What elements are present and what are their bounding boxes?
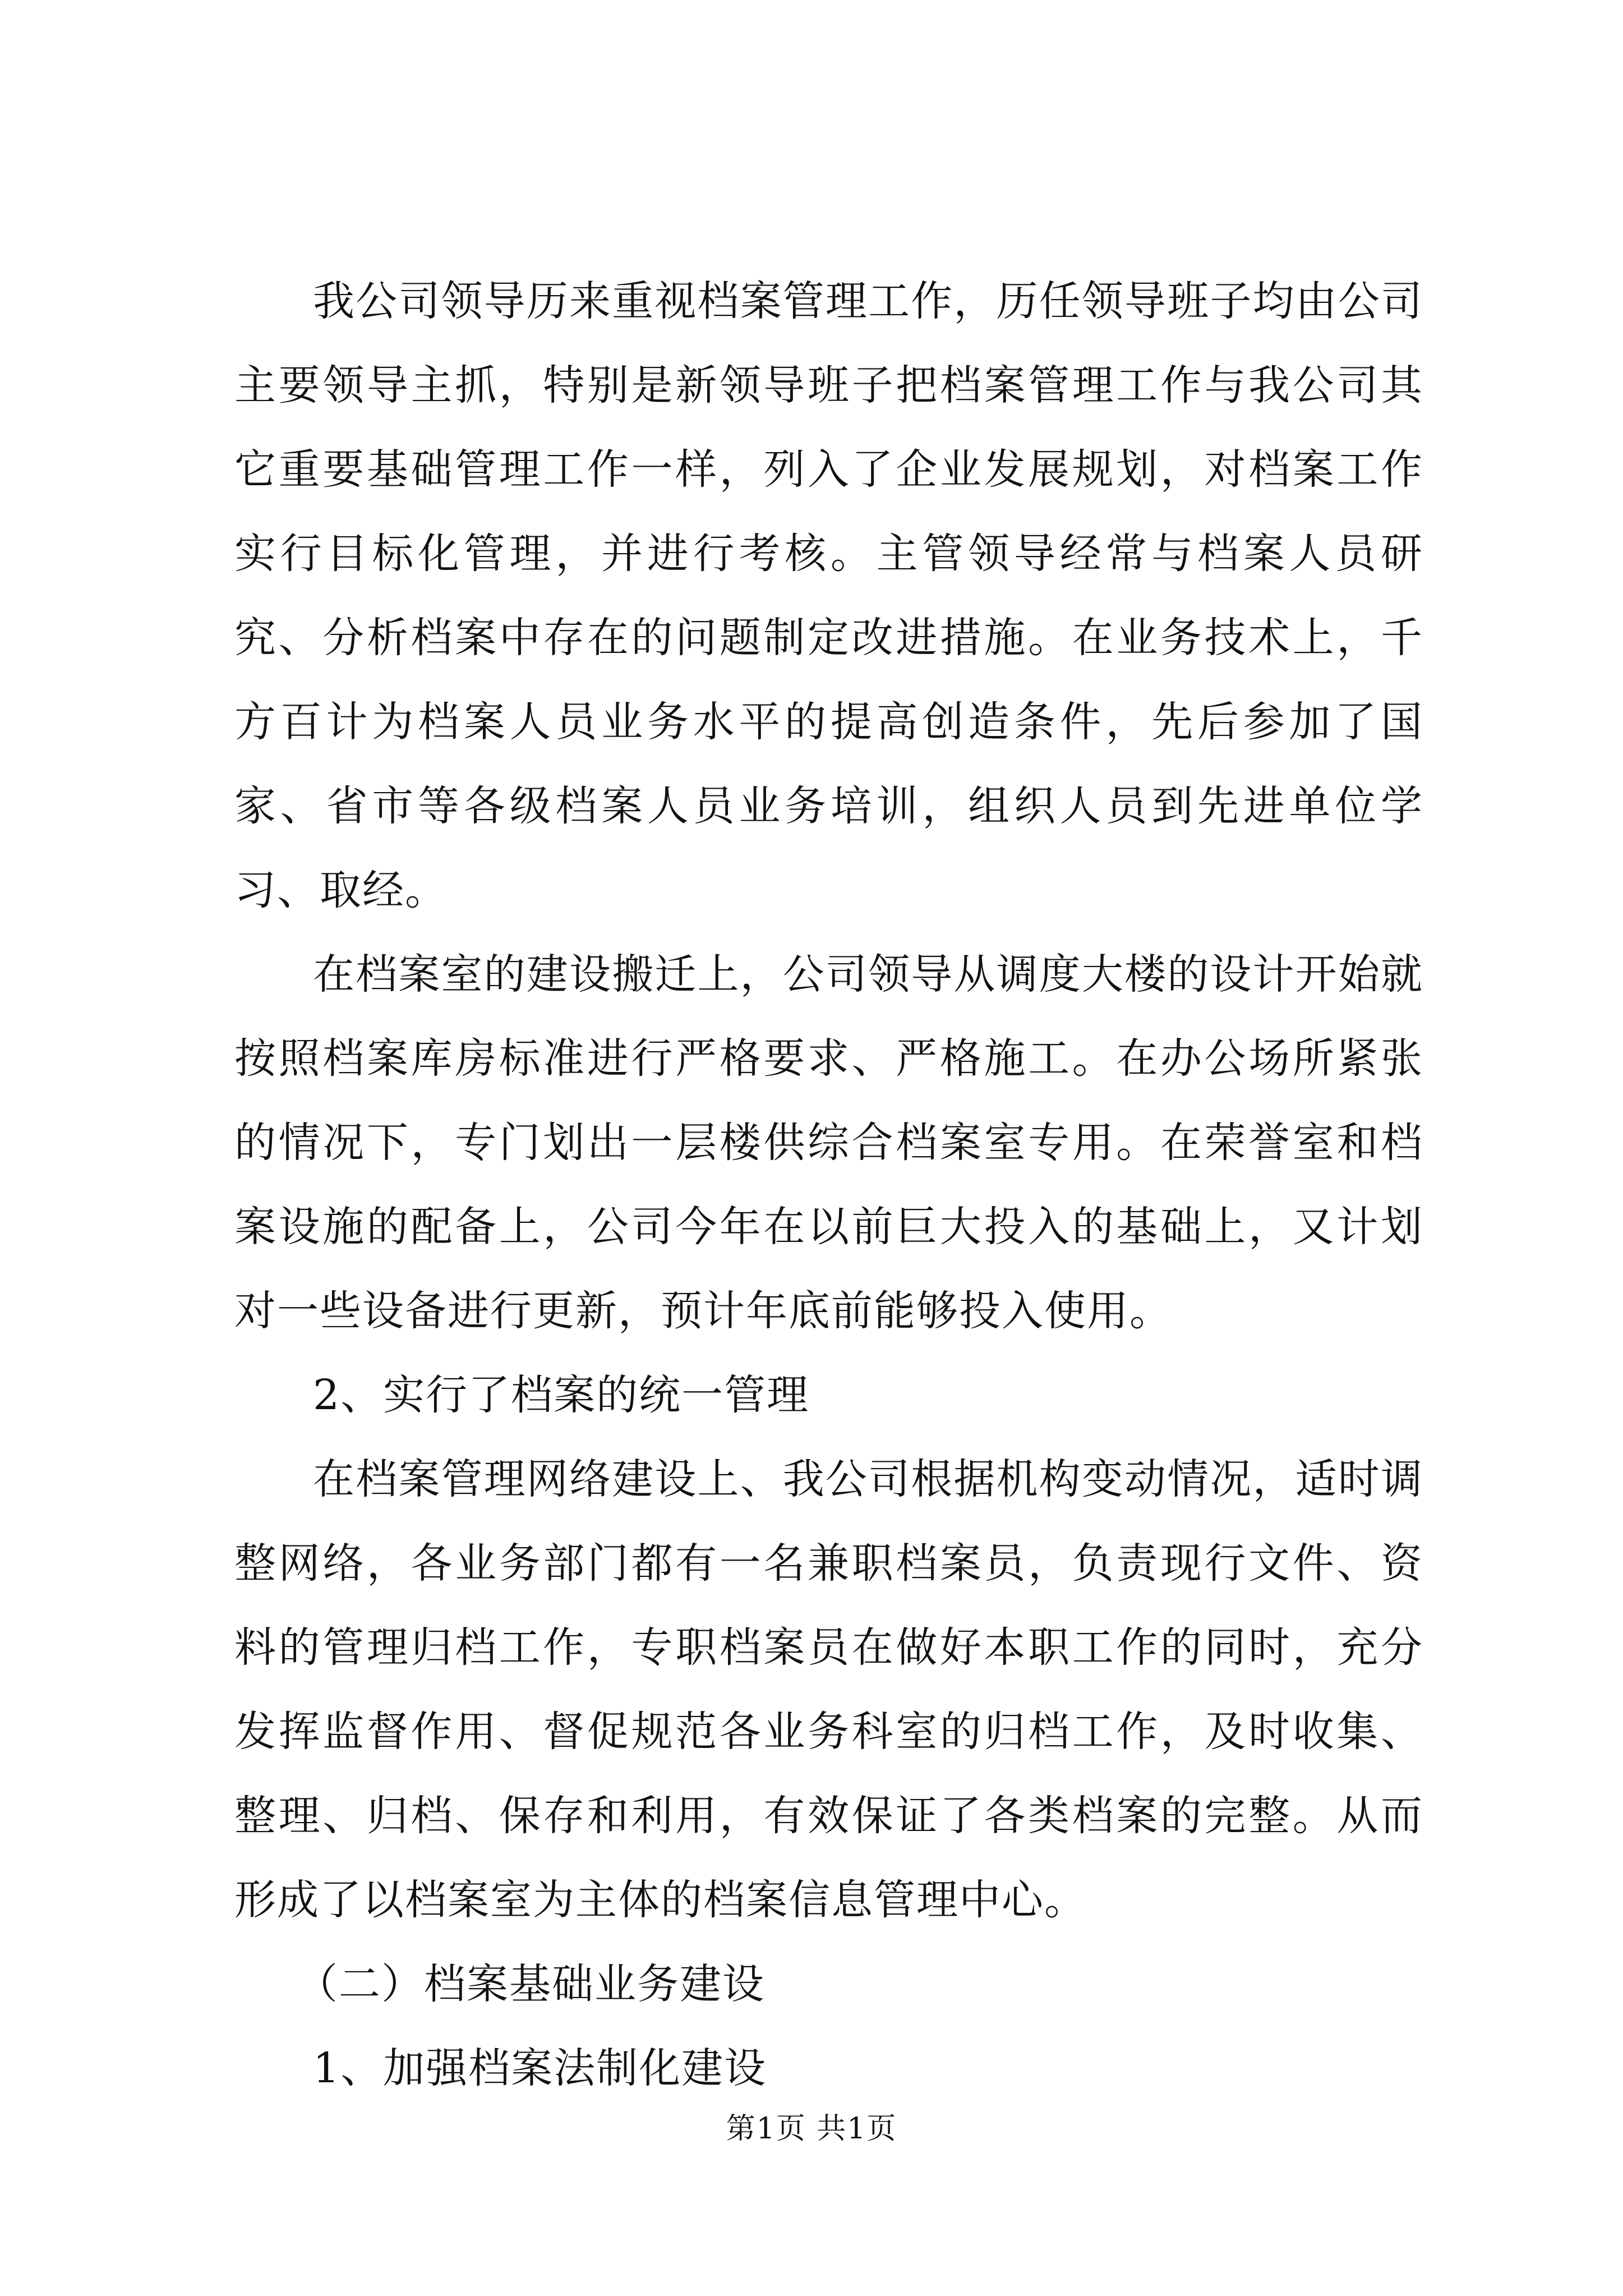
document-body bbox=[234, 259, 1423, 2110]
paragraph-leadership: 我公司领导历来重视档案管理工作，历任领导班子均由公司主要领导主抓，特别是新领导班子把档案管理工作与我公司其它重要基础管理工作一样，列入了企业发展规划，对档案工作实行目标化管理，并进行考核。主管领导经常与档案人员研究、分析档案中存在的问题制定改进措施。在业务技术上，千方百计为档案人员业务水平的提高创造条件，先后参加了国家、省市等各级档案人员业务培训，组织人员到先进单位学习、取经。 bbox=[234, 277, 1423, 914]
heading-section-two: （二）档案基础业务建设 bbox=[296, 1960, 765, 2008]
page-footer: 第1页 共1页 bbox=[726, 2112, 897, 2146]
heading-legal-construction: 1、加强档案法制化建设 bbox=[313, 2044, 767, 2092]
heading-unified-management: 2、实行了档案的统一管理 bbox=[313, 1371, 810, 1419]
paragraph-archive-room: 在档案室的建设搬迁上，公司领导从调度大楼的设计开始就按照档案库房标准进行严格要求、严格施工。在办公场所紧张的情况下，专门划出一层楼供综合档案室专用。在荣誉室和档案设施的配备上，公司今年在以前巨大投入的基础上，又计划对一些设备进行更新，预计年底前能够投入使用。 bbox=[234, 950, 1423, 1335]
paragraph-network: 在档案管理网络建设上、我公司根据机构变动情况，适时调整网络，各业务部门都有一名兼职档案员，负责现行文件、资料的管理归档工作，专职档案员在做好本职工作的同时，充分发挥监督作用、督促规范各业务科室的归档工作，及时收集、整理、归档、保存和利用，有效保证了各类档案的完整。从而形成了以档案室为主体的档案信息管理中心。 bbox=[234, 1455, 1423, 1924]
